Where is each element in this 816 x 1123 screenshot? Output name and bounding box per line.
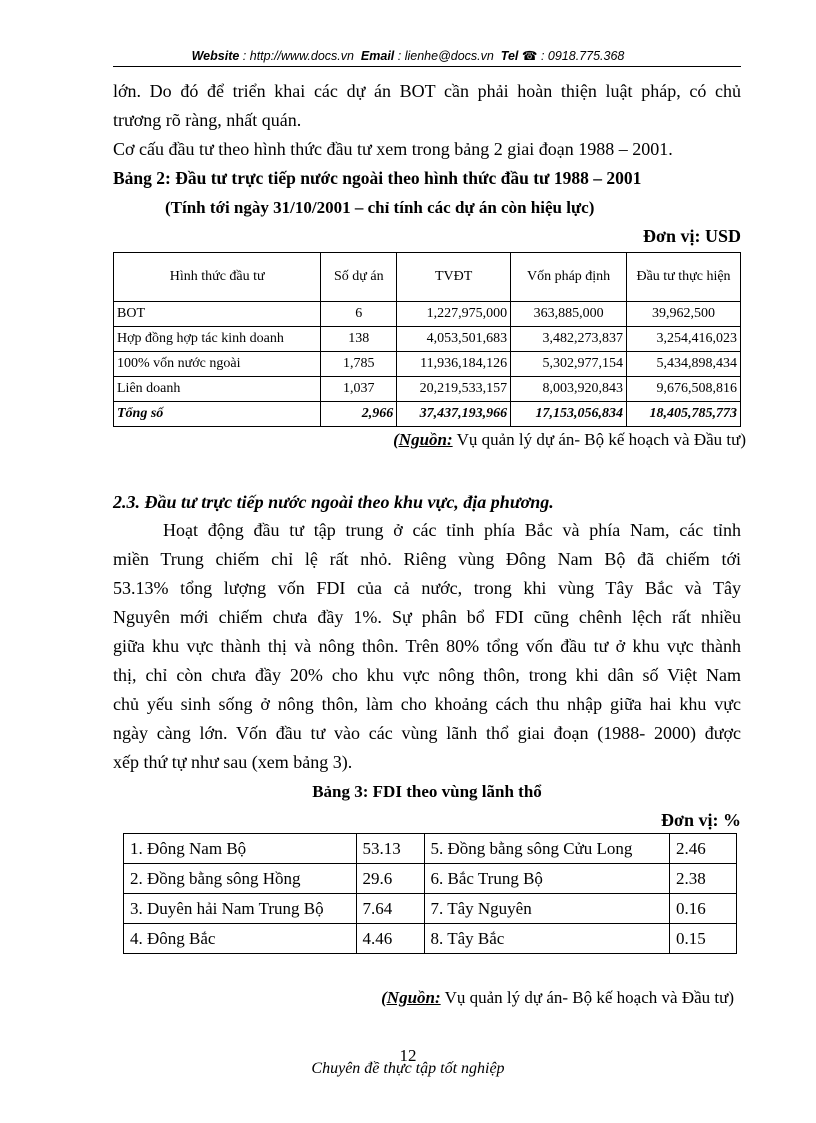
table-cell: 0.16 <box>670 894 737 924</box>
table-cell: BOT <box>114 302 321 327</box>
table-header-cell: Vốn pháp định <box>511 253 627 302</box>
table-cell: 4.46 <box>356 924 424 954</box>
table-header-cell: Số dự án <box>321 253 397 302</box>
table-cell: 18,405,785,773 <box>627 402 741 427</box>
website-label: Website <box>191 49 240 63</box>
table-row <box>124 924 737 954</box>
table-header-cell: TVĐT <box>397 253 511 302</box>
table-cell: 20,219,533,157 <box>397 377 511 402</box>
table-cell: 2.46 <box>670 834 737 864</box>
table-cell: 11,936,184,126 <box>397 352 511 377</box>
table-cell: 2.38 <box>670 864 737 894</box>
paragraph-line: lớn. Do đó để triển khai các dự án BOT cần phải hoàn thiện luật pháp, có chủ <box>113 81 741 101</box>
table2-source <box>393 430 746 450</box>
tel-label: Tel <box>500 49 519 63</box>
table3 <box>123 833 737 954</box>
phone-icon: ☎ <box>521 49 538 63</box>
table-cell: 0.15 <box>670 924 737 954</box>
table-cell: 363,885,000 <box>511 302 627 327</box>
table-cell: 8,003,920,843 <box>511 377 627 402</box>
table-row <box>114 352 741 377</box>
source-label: (Nguồn: <box>381 988 441 1007</box>
table-cell: 1. Đông Nam Bộ <box>124 834 357 864</box>
table-cell: 5,302,977,154 <box>511 352 627 377</box>
header-divider <box>113 66 741 67</box>
table-cell: 4,053,501,683 <box>397 327 511 352</box>
table-cell: 3,254,416,023 <box>627 327 741 352</box>
table-cell: 39,962,500 <box>627 302 741 327</box>
table-cell: 5. Đồng bằng sông Cửu Long <box>424 834 670 864</box>
table-row <box>114 327 741 352</box>
table-cell: 5,434,898,434 <box>627 352 741 377</box>
table2-unit: Đơn vị: USD <box>643 226 741 246</box>
table-cell: 8. Tây Bắc <box>424 924 670 954</box>
email-label: Email <box>360 49 395 63</box>
paragraph-line: Nguyên mới chiếm chưa đầy 1%. Sự phân bổ FDI cũng chênh lệch rất nhiều <box>113 607 741 627</box>
table-cell: 100% vốn nước ngoài <box>114 352 321 377</box>
table-row <box>114 302 741 327</box>
table-total-row <box>114 402 741 427</box>
page-footer: Chuyên đề thực tập tốt nghiệp <box>311 1060 505 1077</box>
table-cell: 29.6 <box>356 864 424 894</box>
page-number: 12 <box>399 1046 417 1065</box>
table3-title: Bảng 3: FDI theo vùng lãnh thổ <box>312 782 542 801</box>
table-header-row <box>114 253 741 302</box>
source-text: Vụ quản lý dự án- Bộ kế hoạch và Đầu tư) <box>452 430 746 449</box>
paragraph-line: Cơ cấu đầu tư theo hình thức đầu tư xem trong bảng 2 giai đoạn 1988 – 2001. <box>113 139 673 159</box>
table-cell: 53.13 <box>356 834 424 864</box>
table-cell: 3,482,273,837 <box>511 327 627 352</box>
table-cell: Hợp đồng hợp tác kinh doanh <box>114 327 321 352</box>
table-cell: 37,437,193,966 <box>397 402 511 427</box>
table-cell: 1,227,975,000 <box>397 302 511 327</box>
table-cell: 1,785 <box>321 352 397 377</box>
paragraph-line: thị, chỉ còn chưa đầy 20% cho khu vực nông thôn, trong khi dân số Việt Nam <box>113 665 741 685</box>
table-cell: 2,966 <box>321 402 397 427</box>
table-cell: 7. Tây Nguyên <box>424 894 670 924</box>
table3-unit: Đơn vị: % <box>661 810 741 830</box>
table-cell: 6 <box>321 302 397 327</box>
table-cell: Tổng số <box>114 402 321 427</box>
paragraph-line: miền Trung chiếm chỉ lệ rất nhỏ. Riêng vùng Đông Nam Bộ đã chiếm tới <box>113 549 741 569</box>
table-cell: 9,676,508,816 <box>627 377 741 402</box>
table3-source <box>381 988 734 1008</box>
paragraph-line: Hoạt động đầu tư tập trung ở các tỉnh phía Bắc và phía Nam, các tỉnh <box>163 520 741 540</box>
table-row <box>114 377 741 402</box>
table2 <box>113 252 741 427</box>
paragraph-line: trương rõ ràng, nhất quán. <box>113 110 302 130</box>
page-header <box>0 48 816 63</box>
tel-value: : 0918.775.368 <box>540 49 625 63</box>
table-header-cell: Đầu tư thực hiện <box>627 253 741 302</box>
table-cell: 17,153,056,834 <box>511 402 627 427</box>
paragraph-line: ngày càng lớn. Vốn đầu tư vào các vùng lãnh thổ giai đoạn (1988- 2000) được <box>113 723 741 743</box>
paragraph-line: chủ yếu sinh sống ở nông thôn, làm cho khoảng cách thu nhập giữa hai khu vực <box>113 694 741 714</box>
table-cell: 4. Đông Bắc <box>124 924 357 954</box>
website-link[interactable]: : http://www.docs.vn <box>242 49 354 63</box>
table-header-cell: Hình thức đầu tư <box>114 253 321 302</box>
table-cell: 2. Đồng bằng sông Hồng <box>124 864 357 894</box>
section-heading: 2.3. Đầu tư trực tiếp nước ngoài theo khu vực, địa phương. <box>113 492 554 512</box>
email-link[interactable]: : lienhe@docs.vn <box>397 49 494 63</box>
table2-subtitle: (Tính tới ngày 31/10/2001 – chỉ tính các dự án còn hiệu lực) <box>165 198 595 217</box>
table-cell: 138 <box>321 327 397 352</box>
source-label: (Nguồn: <box>393 430 453 449</box>
table-cell: 7.64 <box>356 894 424 924</box>
table-row <box>124 834 737 864</box>
table-cell: Liên doanh <box>114 377 321 402</box>
paragraph-line: giữa khu vực thành thị và nông thôn. Trên 80% tổng vốn đầu tư ở khu vực thành <box>113 636 741 656</box>
table-row <box>124 864 737 894</box>
table-cell: 6. Bắc Trung Bộ <box>424 864 670 894</box>
source-text: Vụ quản lý dự án- Bộ kế hoạch và Đầu tư) <box>440 988 734 1007</box>
table2-title: Bảng 2: Đầu tư trực tiếp nước ngoài theo hình thức đầu tư 1988 – 2001 <box>113 168 642 188</box>
paragraph-line: xếp thứ tự như sau (xem bảng 3). <box>113 752 353 772</box>
paragraph-line: 53.13% tổng lượng vốn FDI của cả nước, trong khi vùng Tây Bắc và Tây <box>113 578 741 598</box>
table-cell: 1,037 <box>321 377 397 402</box>
table-cell: 3. Duyên hải Nam Trung Bộ <box>124 894 357 924</box>
table-row <box>124 894 737 924</box>
